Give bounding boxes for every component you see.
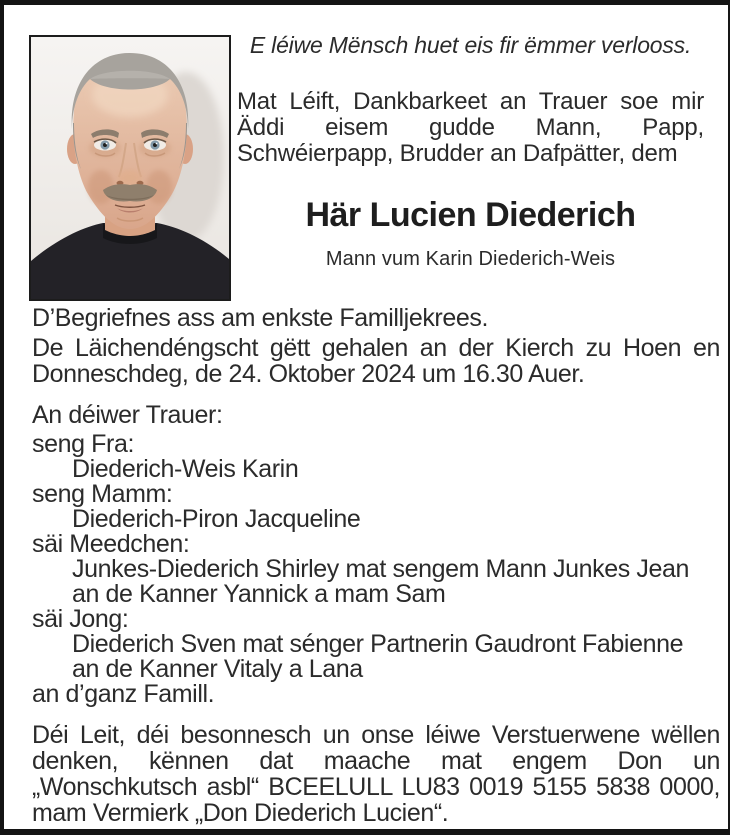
deceased-portrait: [29, 35, 231, 301]
mourner-role: säi Jong:: [32, 605, 129, 633]
relation-line: Mann vum Karin Diederich-Weis: [325, 248, 616, 270]
notice-body: [32, 305, 720, 826]
intro-line: E léiwe Mënsch huet eis fir ëmmer verlooss.: [249, 32, 692, 58]
deceased-name: Här Lucien Diederich: [305, 196, 636, 234]
announcement-line-1: Mat Léift, Dankbarkeet an Trauer soe mir: [237, 88, 704, 115]
announcement-line-3: Schwéierpapp, Brudder an Dafpätter, dem: [237, 140, 678, 167]
announcement-paragraph: [237, 89, 704, 167]
donation-line-4: mam Vermierk „Don Diederich Lucien“.: [32, 799, 449, 827]
donation-line-1: Déi Leit, déi besonnesch un onse léiwe Verstuerwene wëllen: [32, 721, 720, 749]
service-line-1: De Läichendéngscht gëtt gehalen an der Kierch zu Hoen en: [32, 334, 720, 362]
portrait-photo-image: [31, 37, 229, 299]
mourner-role: seng Mamm:: [32, 480, 173, 508]
mourner-name: Diederich-Piron Jacqueline: [72, 505, 361, 533]
donation-line-3: „Wonschkutsch asbl“ BCEELULL LU83 0019 5155 5838 0000,: [32, 773, 720, 801]
family-closing: an d’ganz Famill.: [32, 680, 215, 708]
mourner-name: an de Kanner Yannick a mam Sam: [72, 580, 446, 608]
announcement-column: [237, 31, 704, 271]
announcement-line-2: Äddi eisem gudde Mann, Papp,: [237, 114, 704, 141]
funeral-private-note: D’Begriefnes ass am enkste Familljekrees.: [32, 304, 489, 332]
mourner-name: Junkes-Diederich Shirley mat sengem Mann Junkes Jean: [72, 555, 690, 583]
mourning-heading: An déiwer Trauer:: [32, 401, 223, 429]
service-line-2: Donneschdeg, de 24. Oktober 2024 um 16.30 Auer.: [32, 360, 585, 388]
donation-paragraph: [32, 722, 720, 826]
mourners-list: [32, 432, 720, 682]
mourner-name: Diederich Sven mat sénger Partnerin Gaudront Fabienne: [72, 630, 684, 658]
donation-line-2: denken, kënnen dat maache mat engem Don un: [32, 747, 720, 775]
mourner-role: säi Meedchen:: [32, 530, 190, 558]
mourner-name: Diederich-Weis Karin: [72, 455, 299, 483]
mourner-name: an de Kanner Vitaly a Lana: [72, 655, 363, 683]
service-details: [32, 335, 720, 387]
mourner-role: seng Fra:: [32, 430, 135, 458]
